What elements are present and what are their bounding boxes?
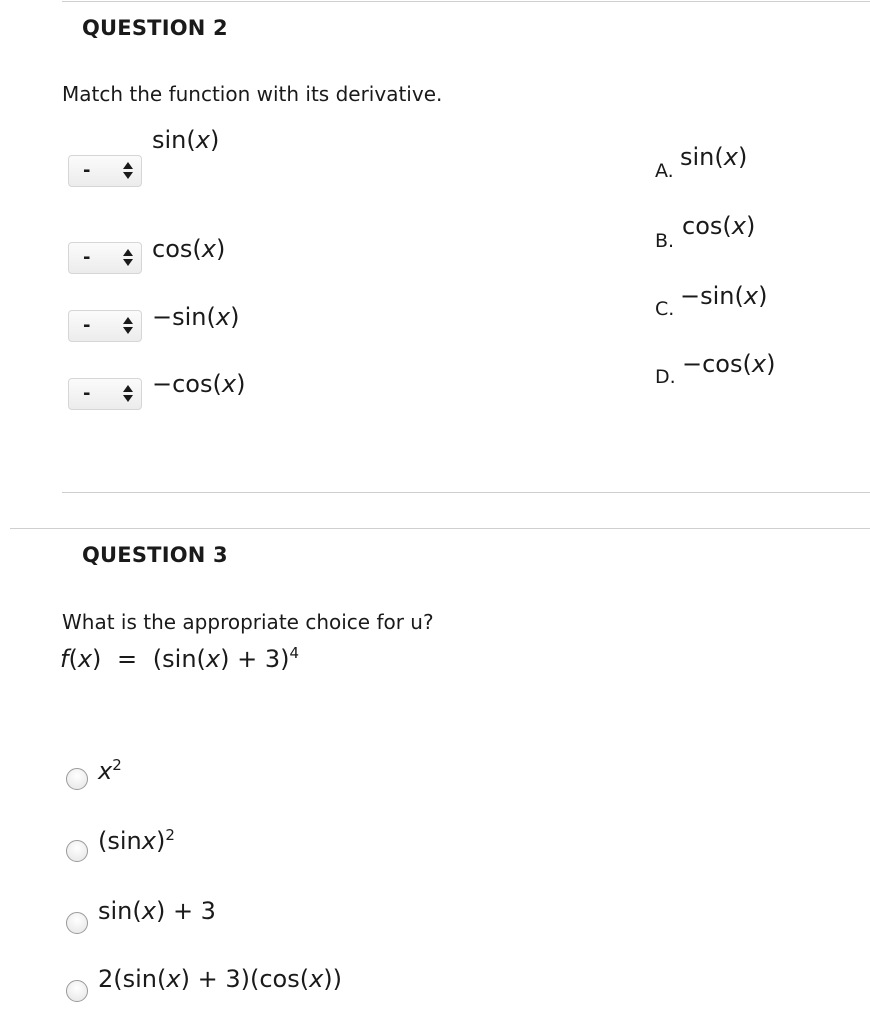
select-arrows-icon [123, 317, 133, 335]
answer-letter-b: B. [655, 230, 675, 252]
radio-option-3[interactable] [66, 912, 88, 934]
radio-option-2[interactable] [66, 840, 88, 862]
question-3-title: QUESTION 3 [82, 543, 228, 567]
select-value: - [83, 383, 91, 404]
match-select-1[interactable] [68, 155, 142, 187]
question-3-equation: $f(x) = (\sin(x) + 3)^4$ [60, 644, 300, 673]
select-value: - [83, 160, 91, 181]
top-divider [62, 1, 870, 2]
match-select-3[interactable] [68, 310, 142, 342]
select-arrows-icon [123, 385, 133, 403]
question-2-bottom-divider [62, 492, 870, 493]
option-3-label: sin(x) + 3 [98, 897, 216, 925]
answer-letter-a: A. [655, 160, 674, 182]
answer-function-d: −cos(x) [682, 350, 776, 378]
answer-letter-c: C. [655, 298, 675, 320]
question-2-prompt: Match the function with its derivative. [62, 82, 443, 106]
answer-letter-d: D. [655, 366, 676, 388]
left-function-4: −cos(x) [152, 370, 246, 398]
select-arrows-icon [123, 162, 133, 180]
select-arrows-icon [123, 249, 133, 267]
radio-option-1[interactable] [66, 768, 88, 790]
answer-function-a: sin(x) [680, 143, 748, 171]
option-1-label: $x^2$ [98, 756, 122, 785]
left-function-1: sin(x) [152, 126, 220, 154]
match-select-2[interactable] [68, 242, 142, 274]
match-select-4[interactable] [68, 378, 142, 410]
question-2-title: QUESTION 2 [82, 16, 228, 40]
radio-option-4[interactable] [66, 980, 88, 1002]
left-function-3: −sin(x) [152, 303, 240, 331]
question-3-prompt: What is the appropriate choice for u? [62, 610, 434, 634]
answer-function-b: cos(x) [682, 212, 756, 240]
option-2-label: $(\sin x)^2$ [98, 826, 175, 855]
select-value: - [83, 315, 91, 336]
question-separator [10, 528, 870, 529]
option-4-label: 2(sin(x) + 3)(cos(x)) [98, 965, 343, 993]
left-function-2: cos(x) [152, 235, 226, 263]
answer-function-c: −sin(x) [680, 282, 768, 310]
select-value: - [83, 247, 91, 268]
